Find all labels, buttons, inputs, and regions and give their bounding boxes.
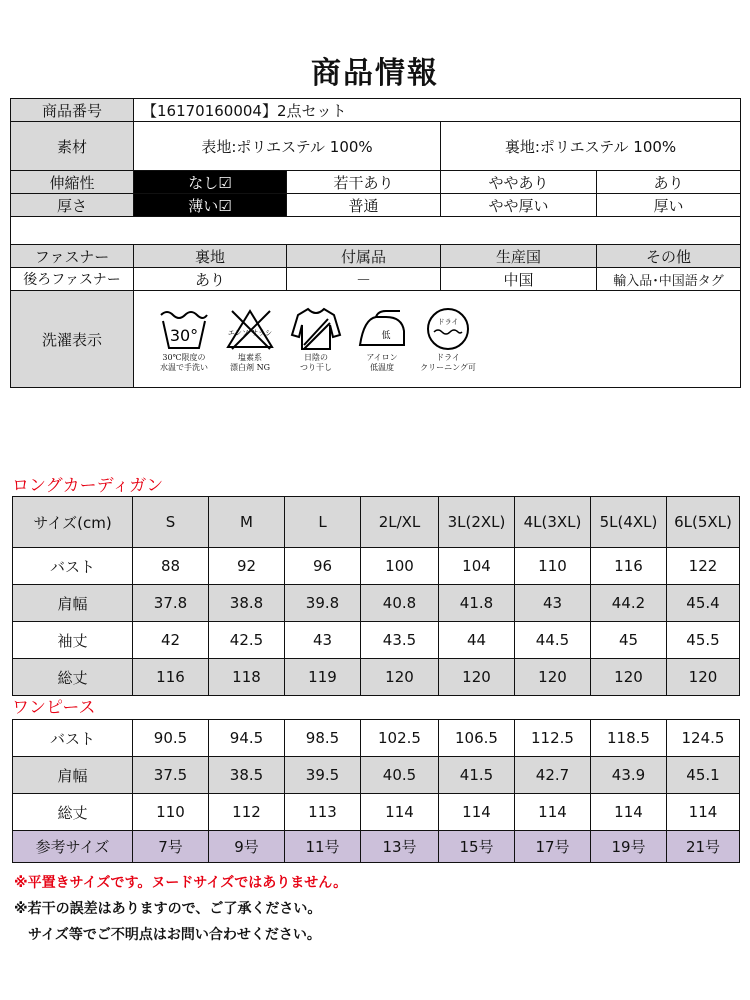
cell: 7号 xyxy=(133,831,209,863)
row-label: 袖丈 xyxy=(13,622,133,659)
thickness-option: 厚い xyxy=(597,194,741,217)
cell: 104 xyxy=(439,548,515,585)
stretch-option: 若干あり xyxy=(287,171,441,194)
cell: 43 xyxy=(285,622,361,659)
spacer-row xyxy=(11,217,741,245)
cell: 39.5 xyxy=(285,757,361,794)
cell: 120 xyxy=(515,659,591,696)
cell: 19号 xyxy=(591,831,667,863)
cell: 44.2 xyxy=(591,585,667,622)
thickness-option: やや厚い xyxy=(441,194,597,217)
size-header: S xyxy=(133,497,209,548)
wash-caption: アイロン 低温度 xyxy=(366,353,398,372)
cell: 120 xyxy=(591,659,667,696)
stretch-label: 伸縮性 xyxy=(11,171,134,194)
wash-item xyxy=(354,305,410,373)
cell: 114 xyxy=(591,794,667,831)
row-label: 総丈 xyxy=(13,794,133,831)
size-header: サイズ(cm) xyxy=(13,497,133,548)
product-no-label: 商品番号 xyxy=(11,99,134,122)
cell: 40.8 xyxy=(361,585,439,622)
cell: 98.5 xyxy=(285,720,361,757)
note-tolerance: ※若干の誤差はありますので、ご了承ください。 xyxy=(14,901,322,917)
cell: 38.8 xyxy=(209,585,285,622)
cell: 17号 xyxy=(515,831,591,863)
cardigan-size-table xyxy=(12,496,740,696)
cell: 9号 xyxy=(209,831,285,863)
cell: 113 xyxy=(285,794,361,831)
product-info-table xyxy=(10,98,741,388)
cell: 21号 xyxy=(667,831,740,863)
note-flat-size: ※平置きサイズです。ヌードサイズではありません。 xyxy=(14,875,348,891)
fastener-label: ファスナー xyxy=(11,245,134,268)
cell: 43.9 xyxy=(591,757,667,794)
table-row xyxy=(13,659,740,696)
cell: 110 xyxy=(515,548,591,585)
row-label: 総丈 xyxy=(13,659,133,696)
detail-value-origin: 中国 xyxy=(441,268,597,291)
cell: 41.8 xyxy=(439,585,515,622)
size-header: 2L/XL xyxy=(361,497,439,548)
cell: 100 xyxy=(361,548,439,585)
table-row xyxy=(13,720,740,757)
stretch-option: ややあり xyxy=(441,171,597,194)
cell: 106.5 xyxy=(439,720,515,757)
cell: 102.5 xyxy=(361,720,439,757)
table-row xyxy=(13,757,740,794)
material-outer: 表地:ポリエステル 100% xyxy=(134,122,441,171)
wash-temp-text: 30° xyxy=(169,326,199,345)
dry-clean-icon xyxy=(422,305,474,351)
page-title: 商品情報 xyxy=(311,56,439,91)
cell: 116 xyxy=(133,659,209,696)
material-label: 素材 xyxy=(11,122,134,171)
cell: 45.5 xyxy=(667,622,740,659)
detail-header-other: その他 xyxy=(597,245,741,268)
iron-text: 低 xyxy=(381,331,391,341)
stretch-option-selected: なし☑ xyxy=(134,171,287,194)
cell: 112 xyxy=(209,794,285,831)
size-header: 5L(4XL) xyxy=(591,497,667,548)
cell: 43 xyxy=(515,585,591,622)
material-lining: 裏地:ポリエステル 100% xyxy=(441,122,741,171)
size-header: 6L(5XL) xyxy=(667,497,740,548)
iron-low-icon xyxy=(356,305,408,351)
wash-symbols xyxy=(134,291,741,388)
detail-value-lining: あり xyxy=(134,268,287,291)
cell: 114 xyxy=(361,794,439,831)
detail-value-accessory: － xyxy=(287,268,441,291)
cell: 114 xyxy=(515,794,591,831)
cell: 124.5 xyxy=(667,720,740,757)
cell: 44.5 xyxy=(515,622,591,659)
cell: 94.5 xyxy=(209,720,285,757)
cell: 42.7 xyxy=(515,757,591,794)
cell: 42.5 xyxy=(209,622,285,659)
cell: 39.8 xyxy=(285,585,361,622)
wash-caption: 塩素系 漂白剤 NG xyxy=(230,353,270,372)
detail-value-other: 輸入品･中国語タグ xyxy=(597,268,741,291)
no-bleach-icon xyxy=(224,305,276,351)
cell: 110 xyxy=(133,794,209,831)
cell: 114 xyxy=(667,794,740,831)
wash-caption: ドライ クリーニング可 xyxy=(420,353,476,372)
thickness-option: 普通 xyxy=(287,194,441,217)
cell: 42 xyxy=(133,622,209,659)
cell: 41.5 xyxy=(439,757,515,794)
size-header: L xyxy=(285,497,361,548)
cell: 118.5 xyxy=(591,720,667,757)
size-header: 4L(3XL) xyxy=(515,497,591,548)
onepiece-title: ワンピース xyxy=(12,698,96,718)
cell: 120 xyxy=(439,659,515,696)
cell: 88 xyxy=(133,548,209,585)
cell: 114 xyxy=(439,794,515,831)
wash-caption: 30℃限度の 水温で手洗い xyxy=(160,353,208,372)
cell: 120 xyxy=(667,659,740,696)
cell: 45.4 xyxy=(667,585,740,622)
detail-header-lining: 裏地 xyxy=(134,245,287,268)
note-contact: サイズ等でご不明点はお問い合わせください。 xyxy=(14,927,321,943)
table-row xyxy=(13,831,740,863)
cell: 40.5 xyxy=(361,757,439,794)
cell: 37.5 xyxy=(133,757,209,794)
onepiece-size-table xyxy=(12,719,740,863)
cell: 118 xyxy=(209,659,285,696)
cell: 15号 xyxy=(439,831,515,863)
table-row xyxy=(13,548,740,585)
wash-tub-30-icon xyxy=(158,305,210,351)
wash-item xyxy=(222,305,278,373)
cell: 122 xyxy=(667,548,740,585)
back-fastener-label: 後ろファスナー xyxy=(11,268,134,291)
cell: 43.5 xyxy=(361,622,439,659)
cell: 92 xyxy=(209,548,285,585)
detail-header-origin: 生産国 xyxy=(441,245,597,268)
cell: 13号 xyxy=(361,831,439,863)
product-no-value: 【16170160004】2点セット xyxy=(134,99,741,122)
table-row xyxy=(13,622,740,659)
cell: 119 xyxy=(285,659,361,696)
cell: 44 xyxy=(439,622,515,659)
table-row xyxy=(13,585,740,622)
row-label: 肩幅 xyxy=(13,585,133,622)
wash-label: 洗濯表示 xyxy=(11,291,134,388)
table-row xyxy=(13,794,740,831)
wash-item xyxy=(420,305,476,373)
cell: 11号 xyxy=(285,831,361,863)
wash-item xyxy=(288,305,344,373)
row-label: 肩幅 xyxy=(13,757,133,794)
thickness-option-selected: 薄い☑ xyxy=(134,194,287,217)
cell: 120 xyxy=(361,659,439,696)
row-label: バスト xyxy=(13,548,133,585)
thickness-label: 厚さ xyxy=(11,194,134,217)
size-header: M xyxy=(209,497,285,548)
detail-header-accessory: 付属品 xyxy=(287,245,441,268)
cell: 45 xyxy=(591,622,667,659)
cell: 37.8 xyxy=(133,585,209,622)
cell: 116 xyxy=(591,548,667,585)
cell: 38.5 xyxy=(209,757,285,794)
shade-dry-icon xyxy=(290,305,342,351)
bleach-text: エンソ サラシ xyxy=(227,329,273,337)
row-label: 参考サイズ xyxy=(13,831,133,863)
wash-item xyxy=(156,305,212,373)
stretch-option: あり xyxy=(597,171,741,194)
cardigan-title: ロングカーディガン xyxy=(12,476,164,496)
cell: 45.1 xyxy=(667,757,740,794)
cell: 96 xyxy=(285,548,361,585)
row-label: バスト xyxy=(13,720,133,757)
dry-text: ドライ xyxy=(437,318,459,326)
cell: 90.5 xyxy=(133,720,209,757)
size-header: 3L(2XL) xyxy=(439,497,515,548)
cell: 112.5 xyxy=(515,720,591,757)
wash-caption: 日陰の つり干し xyxy=(300,353,332,372)
